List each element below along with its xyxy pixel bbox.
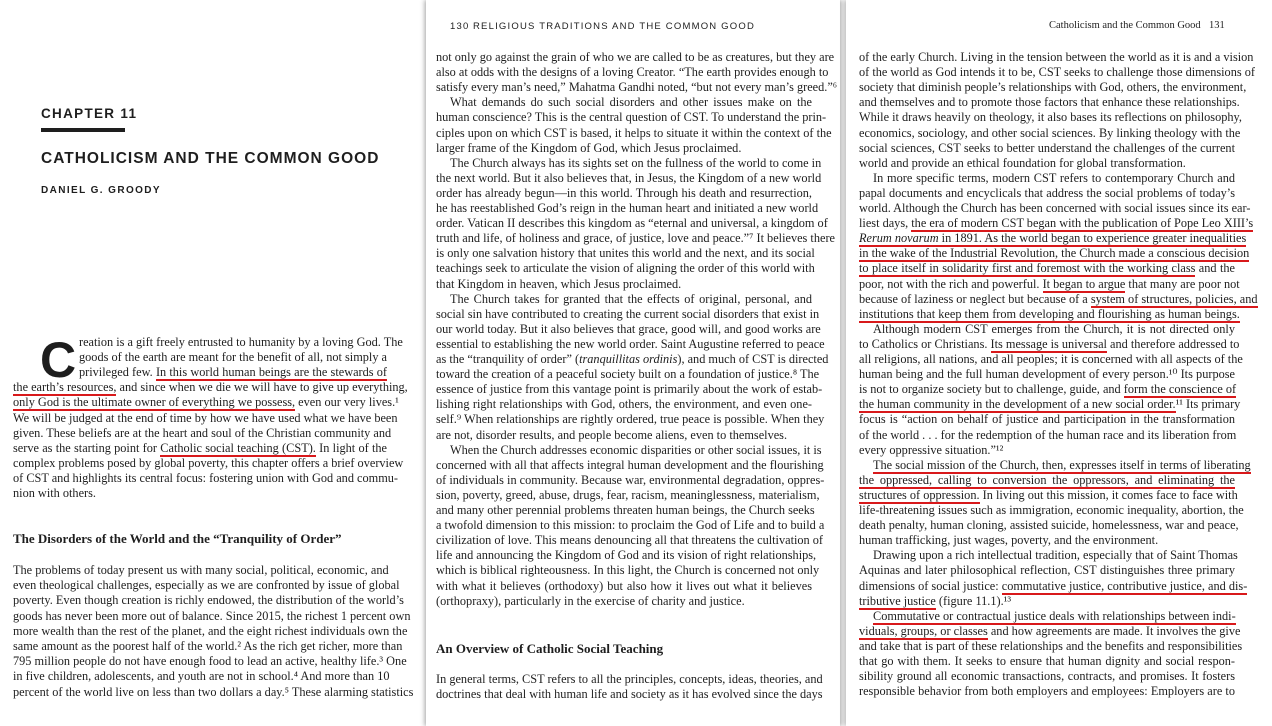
text-line: goods of the earth are meant for the benefit of all, not simply a	[79, 350, 388, 365]
text-line: economics, sociology, and other social sciences. By linking theology with the	[859, 125, 1241, 140]
text-line: While it draws heavily on theology, it also bases its reflections on philosophy,	[859, 110, 1242, 125]
text-line: focus is “action on behalf of justice and participation in the transformation	[859, 412, 1235, 427]
section-heading: An Overview of Catholic Social Teaching	[436, 641, 664, 656]
text-line: to place itself in solidarity first and foremost with the working class and the	[859, 261, 1235, 276]
middle-page	[426, 0, 840, 726]
text-line: social sin have contributed to creating the current social disorders that exist in	[436, 306, 820, 321]
text-line: concerned with all that affects integral human development and the flourishing	[436, 457, 824, 472]
text-line: society that diminish people’s relationships with God, others, the environment,	[859, 80, 1247, 95]
text-line: the next world. But it also believes that, in Jesus, the Kingdom of a new world	[436, 170, 822, 185]
text-line: is not to organize society but to challenge, guide, and form the conscience of	[859, 382, 1237, 397]
left-page	[0, 0, 420, 726]
text-line: poverty. Even though creation is richly endowed, the distribution of the world’s	[13, 593, 404, 608]
text-line: responsible behavior from both employers and employees: Employers are to	[859, 684, 1235, 699]
text-line: tributive justice (figure 11.1).¹³	[859, 593, 1012, 608]
text-line: the earth’s resources, and since when we die we will have to give up everything,	[13, 380, 408, 395]
text-line: Although modern CST emerges from the Church, it is not directed only	[873, 321, 1235, 336]
text-line: dimensions of social justice: commutative justice, contributive justice, and dis-	[859, 578, 1248, 593]
text-line: The Church takes for granted that the effects of original, personal, and	[450, 291, 812, 306]
text-line: What demands do such social disorders and other issues make on the	[450, 95, 812, 110]
running-head: RELIGIOUS TRADITIONS AND THE COMMON GOOD	[473, 21, 756, 32]
chapter-label: CHAPTER 11	[41, 106, 138, 121]
running-head: Catholicism and the Common Good	[1049, 20, 1201, 31]
text-line: self.⁹ When relationships are rightly ordered, true peace is possible. When they	[436, 412, 825, 427]
text-line: serve as the starting point for Catholic social teaching (CST). In light of the	[13, 440, 387, 455]
text-line: order has already begun—in this world. Through his death and resurrection,	[436, 185, 812, 200]
text-line: liest days, the era of modern CST began with the publication of Pope Leo XIII’s	[859, 216, 1254, 231]
text-line: that Kingdom in heaven, which Jesus proclaimed.	[436, 276, 682, 291]
text-line: also at odds with the designs of a loving Creator. “The earth provides enough to	[436, 65, 829, 80]
text-line: viduals, groups, or classes and how agreements are made. It involves the give	[859, 623, 1241, 638]
text-line: world and provide an ethical foundation for global transformation.	[859, 155, 1186, 170]
text-line: The problems of today present us with many social, political, economic, and	[13, 563, 389, 577]
text-line: social sciences, CST seeks to better understand the challenges of the current	[859, 140, 1235, 155]
text-line: that go with them. It seeks to ensure that human dignity and social respon-	[859, 654, 1235, 668]
text-line: ciples upon on which CST is based, it helps to situate it within the context of the	[436, 125, 832, 140]
author-name: DANIEL G. GROODY	[41, 185, 162, 196]
text-line: more wealth than the rest of the planet, and the eight richest individuals own the	[13, 623, 408, 638]
text-line: 795 million people do not have enough food to lead an active, healthy life.³ One	[13, 654, 407, 669]
text-line: poor, not with the rich and powerful. It began to argue that many are poor not	[859, 276, 1240, 291]
text-line: The social mission of the Church, then, expresses itself in terms of liberating	[873, 457, 1251, 472]
text-line: civilization of love. This means denouncing all that threatens the cultivation of	[436, 533, 824, 548]
text-line: only God is the ultimate owner of everything we possess, even our very lives.¹	[13, 395, 399, 410]
page-number: 131	[1209, 20, 1225, 31]
text-line: the human community in the development of a new social order.¹¹ Its primary	[859, 397, 1241, 412]
text-line: truth and life, of holiness and grace, of justice, love and peace.”⁷ It believes there	[436, 231, 835, 246]
text-line: doctrines that deal with human life and society as it has evolved since the days	[436, 687, 823, 702]
text-line: When the Church addresses economic disparities or other social issues, it is	[450, 442, 822, 457]
text-line: larger frame of the Kingdom of God, which Jesus proclaimed.	[436, 140, 742, 155]
text-line: even theological challenges, especially as we are confronted by issue of global	[13, 578, 400, 593]
text-line: not only go against the grain of who we are called to be as creatures, but they are	[436, 50, 835, 64]
text-line: death penalty, human cloning, assisted suicide, homelessness, war and peace,	[859, 518, 1239, 533]
text-line: in the wake of the Industrial Revolution, the Church made a conscious decision	[859, 246, 1250, 261]
text-line: institutions that keep them from developing and flourishing as human beings.	[859, 306, 1240, 321]
text-line: which is biblical righteousness. In this light, the Church is concerned not only	[436, 563, 820, 578]
text-line: privileged few. In this world human beings are the stewards of	[79, 365, 387, 380]
text-line: of the world as God intends it to be, CST seeks to challenge those dimensions of	[859, 65, 1255, 80]
text-line: The Church always has its sights set on the fullness of the world to come in	[450, 155, 822, 170]
text-line: human conscience? This is the central question of CST. To understand the prin-	[436, 110, 827, 125]
text-line: as the “tranquility of order” (tranquillitas ordinis), and much of CST is directed	[436, 352, 829, 366]
page-number: 130	[450, 21, 470, 32]
text-line: same amount as the poorest half of the world.² As the rich get richer, more than	[13, 639, 403, 653]
text-line: satisfy every man’s need,” Mahatma Gandhi noted, “but not every man’s greed.”⁶	[436, 80, 838, 95]
text-line: and themselves and to promote those factors that enhance these relationships.	[859, 95, 1240, 110]
text-line: In more specific terms, modern CST refers to contemporary Church and	[873, 170, 1235, 185]
text-line: structures of oppression. In living out this mission, it comes face to face with	[859, 487, 1238, 502]
text-line: every oppressive situation.”¹²	[859, 442, 1004, 457]
text-line: a twofold dimension to this mission: to proclaim the God of Life and to build a	[436, 518, 825, 533]
text-line: essence of justice from this vantage point is primarily about the work of estab-	[436, 382, 823, 397]
text-line: is only one salvation history that unites this world and the next, and its social	[436, 246, 815, 261]
text-line: and many other perennial problems threaten human beings, the Church seeks	[436, 503, 815, 517]
text-line: We will be judged at the end of time by how we have used what we have been	[13, 410, 398, 425]
chapter-rule	[41, 128, 125, 132]
text-line: human trafficking, just wages, poverty, and the environment.	[859, 533, 1159, 548]
text-line: toward the creation of a peaceful society built on a foundation of justice.⁸ The	[436, 367, 820, 382]
text-line: in five children, adolescents, and youth are not in school.⁴ And more than 10	[13, 669, 390, 684]
text-line: world. Although the Church has been concerned with social issues since its ear-	[859, 201, 1251, 215]
text-line: Commutative or contractual justice deals with relationships between indi-	[873, 608, 1236, 623]
text-line: percent of the world live on less than two dollars a day.⁵ These alarming statistics	[13, 684, 414, 699]
text-line: the oppressed, calling to conversion the oppressors, and eliminating the	[859, 472, 1235, 487]
text-line: our world today. But it also believes that grace, good will, and good works are	[436, 321, 821, 336]
text-line: sibility ground all economic transactions, contracts, and promises. It fosters	[859, 669, 1235, 684]
text-line: essential to establishing the new world order. Saint Augustine referred to peace	[436, 336, 825, 351]
text-line: papal documents and encyclicals that address the social problems of today’s	[859, 185, 1235, 200]
text-line: of individuals in community. Because war, environmental degradation, oppres-	[436, 472, 825, 487]
text-line: Aquinas and later philosophical reflection, CST distinguishes three primary	[859, 563, 1235, 578]
text-line: he has reestablished God’s reign in the human heart and initiated a new world	[436, 201, 819, 215]
text-line: nion with others.	[13, 486, 96, 500]
text-line: teachings seek to articulate the vision of aligning the order of this world with	[436, 261, 815, 276]
text-line: reation is a gift freely entrusted to humanity by a loving God. The	[79, 335, 403, 349]
text-line: human being and the full human development of every person.¹⁰ Its purpose	[859, 367, 1235, 382]
chapter-title: CATHOLICISM AND THE COMMON GOOD	[41, 150, 380, 167]
text-line: complex problems posed by global poverty, this chapter offers a brief overview	[13, 455, 404, 470]
text-line: and take that is part of these relationships and the benefits and responsibilities	[859, 638, 1243, 653]
text-line: of the early Church. Living in the tension between the world as it is and a vision	[859, 50, 1254, 64]
text-line: of the world . . . for the redemption of the human race and its liberation from	[859, 427, 1237, 442]
text-line: goods has never been more out of balance. Since 2015, the richest 1 percent own	[13, 608, 411, 623]
text-line: In general terms, CST refers to all the principles, concepts, ideas, theories, and	[436, 672, 823, 686]
text-line: order. Vatican II describes this kingdom as “eternal and universal, a kingdom of	[436, 216, 828, 231]
text-line: to Catholics or Christians. Its message is universal and therefore addressed to	[859, 336, 1240, 351]
text-line: lishing right relationships with God, others, the environment, and even one-	[436, 397, 812, 412]
text-line: Rerum novarum in 1891. As the world began to experience greater inequalities	[859, 231, 1247, 246]
text-line: (orthopraxy), particularly in the exercise of charity and justice.	[436, 593, 745, 608]
text-line: are not, disorder results, and people become aliens, even to themselves.	[436, 427, 788, 442]
text-line: life-threatening issues such as immigration, economic inequality, abortion, the	[859, 503, 1244, 517]
text-line: of CST and highlights its central focus: fostering union with God and commu-	[13, 470, 399, 485]
drop-cap: C	[40, 332, 77, 388]
section-heading: The Disorders of the World and the “Tranquility of Order”	[13, 531, 342, 546]
text-line: Drawing upon a rich intellectual tradition, especially that of Saint Thomas	[873, 548, 1238, 563]
text-line: all religions, all nations, and all peoples; it is concerned with all aspects of the	[859, 352, 1243, 366]
text-line: life and announcing the Kingdom of God and its vision of right relationships,	[436, 548, 817, 563]
text-line: sion, poverty, greed, abuse, drugs, fear, racism, meaninglessness, materialism,	[436, 487, 820, 502]
text-line: because of laziness or neglect but because of a system of structures, policies, and	[859, 291, 1258, 306]
right-page	[846, 0, 1272, 726]
text-line: given. These beliefs are at the heart and soul of the Christian community and	[13, 425, 392, 440]
text-line: with what it believes (orthodoxy) but also how it lives out what it believes	[436, 578, 812, 593]
